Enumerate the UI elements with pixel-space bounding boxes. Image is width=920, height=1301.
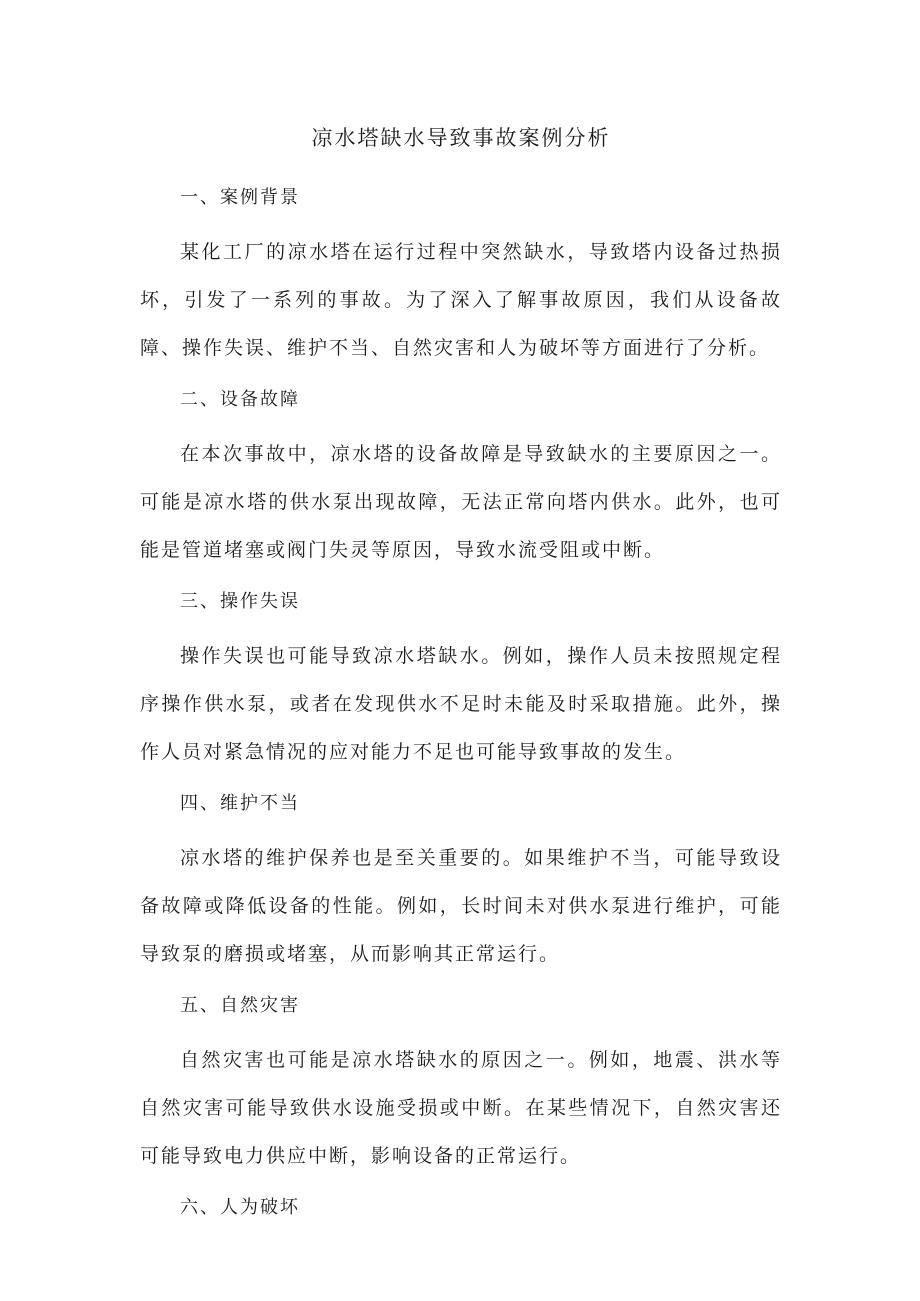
section-heading-background: 一、案例背景 xyxy=(180,187,300,208)
section-heading-equipment-failure: 二、设备故障 xyxy=(180,389,300,410)
document-title: 凉水塔缺水导致事故案例分析 xyxy=(311,126,611,150)
section-body-equipment-failure: 在本次事故中，凉水塔的设备故障是导致缺水的主要原因之一。可能是凉水塔的供水泵出现故障，无法正常向塔内供水。此外，也可能是管道堵塞或阀门失灵等原因，导致水流受阻或中断。 xyxy=(140,443,782,561)
section-body-natural-disaster: 自然灾害也可能是凉水塔缺水的原因之一。例如，地震、洪水等自然灾害可能导致供水设施受损或中断。在某些情况下，自然灾害还可能导致电力供应中断，影响设备的正常运行。 xyxy=(140,1049,782,1167)
section-body-background: 某化工厂的凉水塔在运行过程中突然缺水，导致塔内设备过热损坏，引发了一系列的事故。为了深入了解事故原因，我们从设备故障、操作失误、维护不当、自然灾害和人为破坏等方面进行了分析。 xyxy=(140,241,782,359)
section-body-operation-error: 操作失误也可能导致凉水塔缺水。例如，操作人员未按照规定程序操作供水泵，或者在发现供水不足时未能及时采取措施。此外，操作人员对紧急情况的应对能力不足也可能导致事故的发生。 xyxy=(140,645,782,763)
section-heading-human-sabotage: 六、人为破坏 xyxy=(180,1197,300,1218)
section-heading-natural-disaster: 五、自然灾害 xyxy=(180,995,300,1016)
section-heading-improper-maintenance: 四、维护不当 xyxy=(180,793,300,814)
section-heading-operation-error: 三、操作失误 xyxy=(180,591,300,612)
section-body-improper-maintenance: 凉水塔的维护保养也是至关重要的。如果维护不当，可能导致设备故障或降低设备的性能。例如，长时间未对供水泵进行维护，可能导致泵的磨损或堵塞，从而影响其正常运行。 xyxy=(140,847,782,965)
